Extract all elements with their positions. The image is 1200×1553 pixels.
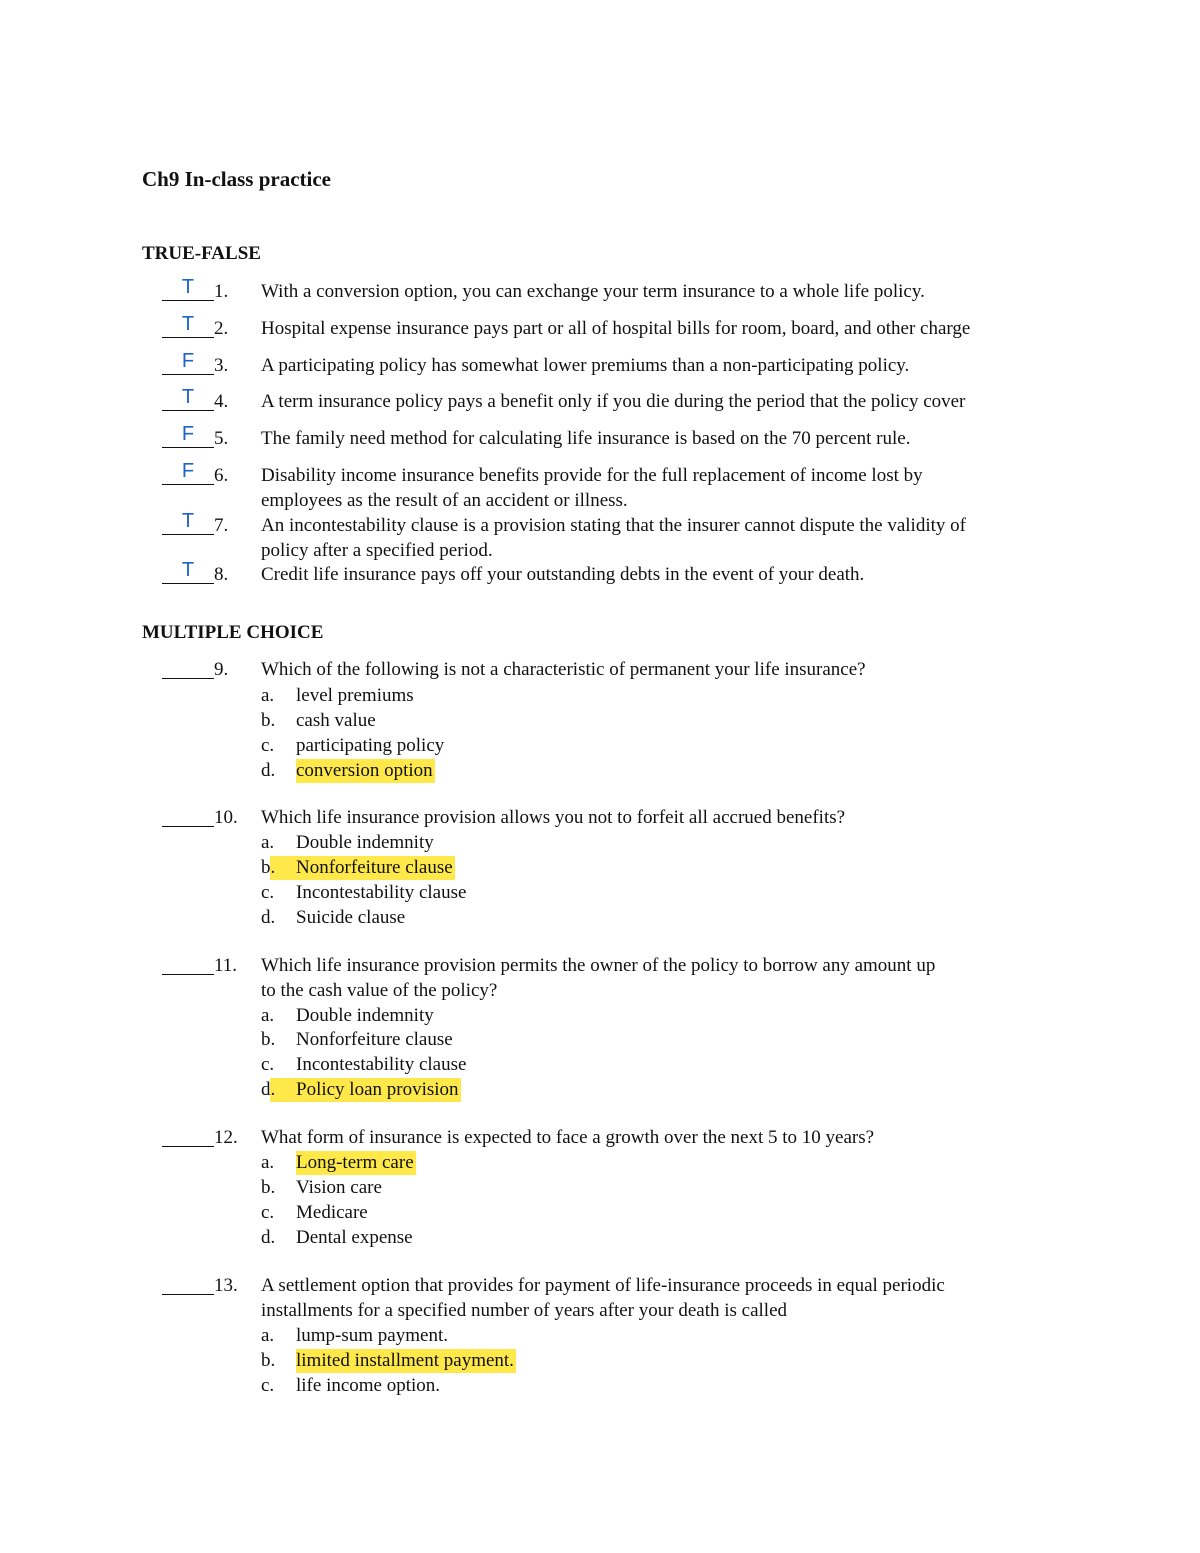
- option-letter: a.: [261, 1005, 275, 1026]
- option-text: Nonforfeiture clause: [296, 1029, 453, 1050]
- option-letter: b.: [261, 710, 276, 731]
- option-letter: a.: [261, 685, 275, 706]
- option-letter: b.: [261, 1177, 276, 1198]
- mc-question-row: [0, 806, 1200, 830]
- answer-blank-line: [162, 300, 214, 301]
- question-number: 5.: [214, 428, 229, 449]
- answer-blank-line: [162, 1146, 214, 1147]
- answer-blank-line: [162, 337, 214, 338]
- question-number: 11.: [214, 955, 238, 976]
- multiple-choice-heading: MULTIPLE CHOICE: [142, 622, 324, 643]
- question-text: Disability income insurance benefits provide for the full replacement of income lost by: [261, 465, 923, 486]
- answer-option: [0, 1349, 1200, 1373]
- handwritten-answer: F: [181, 423, 195, 445]
- option-letter: d.: [261, 760, 276, 781]
- mc-question-row: [0, 954, 1200, 978]
- option-text: level premiums: [296, 685, 414, 706]
- option-letter: b.: [261, 1029, 276, 1050]
- tf-question-row: [0, 313, 1200, 341]
- question-text: With a conversion option, you can exchange your term insurance to a whole life policy.: [261, 281, 925, 302]
- question-number: 4.: [214, 391, 229, 412]
- option-letter: c.: [261, 1375, 275, 1396]
- question-text-continued: to the cash value of the policy?: [261, 980, 498, 1001]
- answer-option: [0, 684, 1200, 708]
- answer-option: [0, 1374, 1200, 1398]
- question-number: 6.: [214, 465, 229, 486]
- question-number: 7.: [214, 515, 229, 536]
- option-letter: c.: [261, 1202, 275, 1223]
- mc-question-row: [0, 658, 1200, 682]
- question-number: 12.: [214, 1127, 238, 1148]
- answer-blank[interactable]: [162, 1126, 214, 1150]
- answer-option: [0, 759, 1200, 783]
- tf-question-row: [0, 386, 1200, 414]
- question-number: 13.: [214, 1275, 238, 1296]
- question-number: 2.: [214, 318, 229, 339]
- answer-blank-line: [162, 484, 214, 485]
- option-text: Double indemnity: [296, 832, 434, 853]
- question-text-continued: employees as the result of an accident or illness.: [261, 490, 628, 511]
- answer-blank[interactable]: [162, 559, 214, 587]
- option-text: Incontestability clause: [296, 882, 467, 903]
- question-text: Which life insurance provision permits the owner of the policy to borrow any amount up: [261, 955, 936, 976]
- answer-blank[interactable]: [162, 423, 214, 451]
- answer-blank-line: [162, 447, 214, 448]
- question-number: 8.: [214, 564, 229, 585]
- page-title: Ch9 In-class practice: [142, 167, 331, 191]
- question-text: What form of insurance is expected to face a growth over the next 5 to 10 years?: [261, 1127, 875, 1148]
- handwritten-answer: T: [181, 313, 195, 335]
- answer-blank[interactable]: [162, 460, 214, 488]
- option-text: participating policy: [296, 735, 445, 756]
- tf-question-row: [0, 276, 1200, 304]
- answer-blank-line: [162, 678, 214, 679]
- answer-blank-line: [162, 974, 214, 975]
- answer-blank-line: [162, 1294, 214, 1295]
- question-text-continued: policy after a specified period.: [261, 540, 493, 561]
- option-text: life income option.: [296, 1375, 441, 1396]
- mc-question-row: [0, 1274, 1200, 1298]
- option-text-highlighted: Nonforfeiture clause: [296, 857, 453, 878]
- answer-blank[interactable]: [162, 276, 214, 304]
- option-letter: a.: [261, 1325, 275, 1346]
- answer-blank[interactable]: [162, 658, 214, 682]
- option-text-highlighted: limited installment payment.: [296, 1350, 514, 1371]
- question-text: Hospital expense insurance pays part or all of hospital bills for room, board, and other charge: [261, 318, 971, 339]
- answer-option: [0, 1201, 1200, 1225]
- question-text: A participating policy has somewhat lower premiums than a non-participating policy.: [261, 355, 910, 376]
- handwritten-answer: T: [181, 276, 195, 298]
- answer-option: [0, 906, 1200, 930]
- option-text: Vision care: [296, 1177, 382, 1198]
- option-letter: b.: [261, 857, 276, 878]
- question-text: An incontestability clause is a provision stating that the insurer cannot dispute the validity of: [261, 515, 966, 536]
- answer-option: [0, 1176, 1200, 1200]
- tf-question-row: [0, 423, 1200, 451]
- option-letter: c.: [261, 1054, 275, 1075]
- option-text-highlighted: Policy loan provision: [296, 1079, 459, 1100]
- handwritten-answer: T: [181, 386, 195, 408]
- answer-option: [0, 1151, 1200, 1175]
- option-text-highlighted: Long-term care: [296, 1152, 414, 1173]
- option-letter: c.: [261, 735, 275, 756]
- tf-question-row: [0, 559, 1200, 587]
- question-number: 3.: [214, 355, 229, 376]
- answer-blank-line: [162, 583, 214, 584]
- option-text: Double indemnity: [296, 1005, 434, 1026]
- option-letter: d.: [261, 907, 276, 928]
- question-text: A settlement option that provides for payment of life-insurance proceeds in equal periodic: [261, 1275, 945, 1296]
- tf-question-row: [0, 350, 1200, 378]
- option-text: cash value: [296, 710, 376, 731]
- handwritten-answer: F: [181, 460, 195, 482]
- option-letter: d.: [261, 1227, 276, 1248]
- answer-option: [0, 881, 1200, 905]
- question-text: Credit life insurance pays off your outstanding debts in the event of your death.: [261, 564, 865, 585]
- answer-option: [0, 831, 1200, 855]
- answer-option: [0, 856, 1200, 880]
- answer-blank[interactable]: [162, 350, 214, 378]
- answer-blank[interactable]: [162, 510, 214, 538]
- handwritten-answer: T: [181, 510, 195, 532]
- option-text: Suicide clause: [296, 907, 406, 928]
- question-text: A term insurance policy pays a benefit only if you die during the period that the policy cover: [261, 391, 966, 412]
- answer-blank[interactable]: [162, 954, 214, 978]
- answer-blank-line: [162, 826, 214, 827]
- question-number: 10.: [214, 807, 238, 828]
- question-text-continued: installments for a specified number of years after your death is called: [261, 1300, 787, 1321]
- answer-blank-line: [162, 534, 214, 535]
- true-false-heading: TRUE-FALSE: [142, 243, 261, 264]
- question-text: The family need method for calculating life insurance is based on the 70 percent rule.: [261, 428, 911, 449]
- option-letter: a.: [261, 832, 275, 853]
- answer-blank-line: [162, 374, 214, 375]
- option-text: Dental expense: [296, 1227, 413, 1248]
- question-number: 9.: [214, 659, 229, 680]
- question-text: Which of the following is not a characteristic of permanent your life insurance?: [261, 659, 866, 680]
- question-text: Which life insurance provision allows you not to forfeit all accrued benefits?: [261, 807, 846, 828]
- question-number: 1.: [214, 281, 229, 302]
- answer-option: [0, 734, 1200, 758]
- option-text: Medicare: [296, 1202, 368, 1223]
- option-letter: a.: [261, 1152, 275, 1173]
- option-text: lump-sum payment.: [296, 1325, 448, 1346]
- mc-question-row: [0, 1126, 1200, 1150]
- answer-blank[interactable]: [162, 313, 214, 341]
- answer-option: [0, 1053, 1200, 1077]
- answer-blank-line: [162, 410, 214, 411]
- answer-blank[interactable]: [162, 806, 214, 830]
- answer-blank[interactable]: [162, 1274, 214, 1298]
- tf-question-row: [0, 510, 1200, 538]
- answer-option: [0, 1324, 1200, 1348]
- tf-question-row: [0, 460, 1200, 488]
- option-text: Incontestability clause: [296, 1054, 467, 1075]
- option-text-highlighted: conversion option: [296, 760, 433, 781]
- option-letter: b.: [261, 1350, 276, 1371]
- answer-option: [0, 709, 1200, 733]
- option-letter: d.: [261, 1079, 276, 1100]
- handwritten-answer: F: [181, 350, 195, 372]
- handwritten-answer: T: [181, 559, 195, 581]
- answer-option: [0, 1028, 1200, 1052]
- answer-option: [0, 1004, 1200, 1028]
- answer-option: [0, 1226, 1200, 1250]
- answer-blank[interactable]: [162, 386, 214, 414]
- answer-option: [0, 1078, 1200, 1102]
- option-letter: c.: [261, 882, 275, 903]
